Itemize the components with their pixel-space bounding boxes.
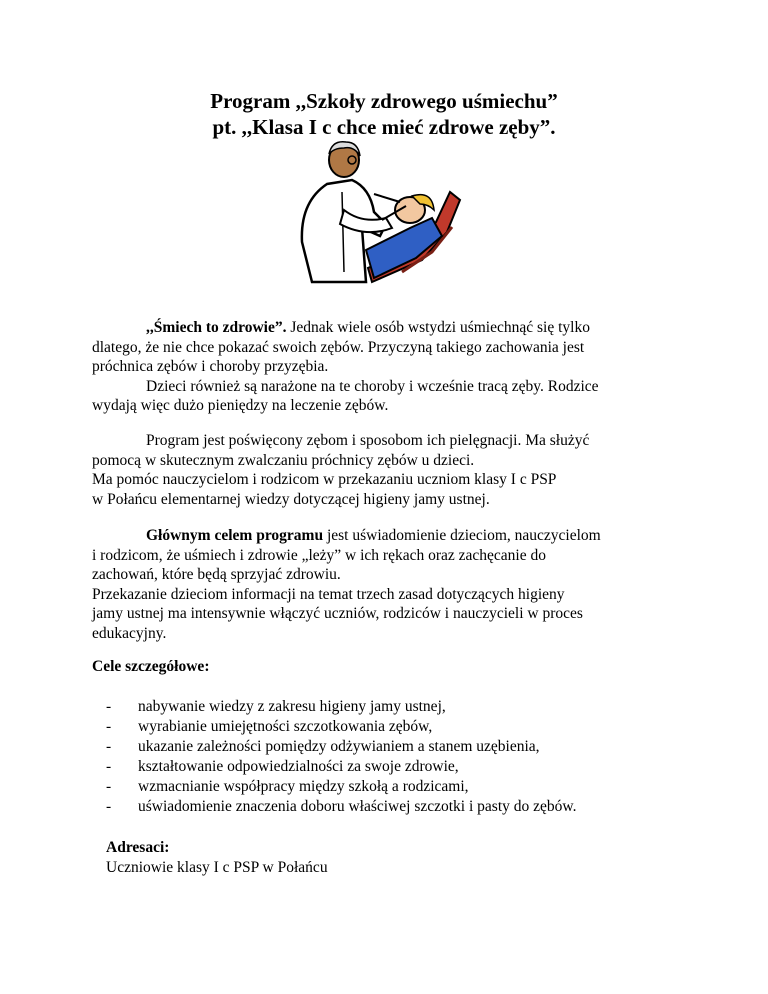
list-dash: -	[106, 798, 112, 815]
title-line-2: pt. ,,Klasa I c chce mieć zdrowe zęby”.	[212, 115, 556, 139]
goal-line-3: zachowań, które będą sprzyjać zdrowiu.	[92, 566, 341, 583]
addressees-heading: Adresaci:	[106, 839, 170, 856]
paragraph-goal	[92, 526, 692, 643]
list-item	[106, 777, 706, 797]
dentist-with-child-icon	[282, 132, 482, 292]
list-item	[106, 797, 706, 817]
program-line-2: pomocą w skutecznym zwalczaniu próchnicy zębów u dzieci.	[92, 451, 475, 469]
list-dash: -	[106, 738, 112, 755]
program-line-4: w Połańcu elementarnej wiedzy dotyczącej higieny jamy ustnej.	[92, 490, 490, 508]
intro-line-3: próchnica zębów i choroby przyzębia.	[92, 358, 329, 375]
list-dash: -	[106, 698, 112, 715]
info-line-2: jamy ustnej ma intensywnie włączyć uczniów, rodziców i nauczycieli w proces	[92, 605, 583, 622]
list-item	[106, 757, 706, 777]
title-line-1: Program ,,Szkoły zdrowego uśmiechu”	[210, 89, 558, 113]
addressees-section	[106, 838, 706, 877]
goal-bold: Głównym celem programu	[146, 527, 324, 544]
children-line-1: Dzieci również są narażone na te choroby i wcześnie tracą zęby. Rodzice	[146, 377, 599, 395]
list-item-text: nabywanie wiedzy z zakresu higieny jamy ustnej,	[138, 698, 446, 715]
list-dash: -	[106, 778, 112, 795]
intro-text: Jednak wiele osób wstydzi uśmiechnąć się tylko	[286, 319, 590, 336]
list-dash: -	[106, 718, 112, 735]
goal-text: jest uświadomienie dzieciom, nauczycielom	[323, 527, 601, 544]
list-item-text: wyrabianie umiejętności szczotkowania zębów,	[138, 718, 433, 735]
list-dash: -	[106, 758, 112, 775]
list-item-text: kształtowanie odpowiedzialności za swoje zdrowie,	[138, 758, 459, 775]
program-line-1: Program jest poświęcony zębom i sposobom ich pielęgnacji. Ma służyć	[146, 432, 590, 449]
goals-list	[106, 697, 706, 817]
goal-line-2: i rodzicom, że uśmiech i zdrowie „leży” w ich rękach oraz zachęcanie do	[92, 546, 546, 564]
info-line-3: edukacyjny.	[92, 624, 167, 642]
paragraph-program	[92, 431, 692, 509]
intro-line-2: dlatego, że nie chce pokazać swoich zębów. Przyczyną takiego zachowania jest	[92, 338, 585, 356]
list-item	[106, 737, 706, 757]
list-item	[106, 717, 706, 737]
list-item	[106, 697, 706, 717]
children-line-2: wydają więc dużo pieniędzy na leczenie zębów.	[92, 397, 389, 414]
list-item-text: uświadomienie znaczenia doboru właściwej szczotki i pasty do zębów.	[138, 798, 577, 815]
program-line-3: Ma pomóc nauczycielom i rodzicom w przekazaniu uczniom klasy I c PSP	[92, 471, 557, 488]
paragraph-intro	[92, 318, 692, 416]
intro-bold: ,,Śmiech to zdrowie”.	[146, 319, 287, 336]
list-item-text: wzmacnianie współpracy między szkołą a rodzicami,	[138, 778, 469, 795]
addressees-text: Uczniowie klasy I c PSP w Połańcu	[106, 858, 328, 876]
goals-heading: Cele szczegółowe:	[92, 658, 210, 675]
info-line-1: Przekazanie dzieciom informacji na temat trzech zasad dotyczących higieny	[92, 585, 565, 603]
list-item-text: ukazanie zależności pomiędzy odżywianiem a stanem uzębienia,	[138, 738, 540, 755]
